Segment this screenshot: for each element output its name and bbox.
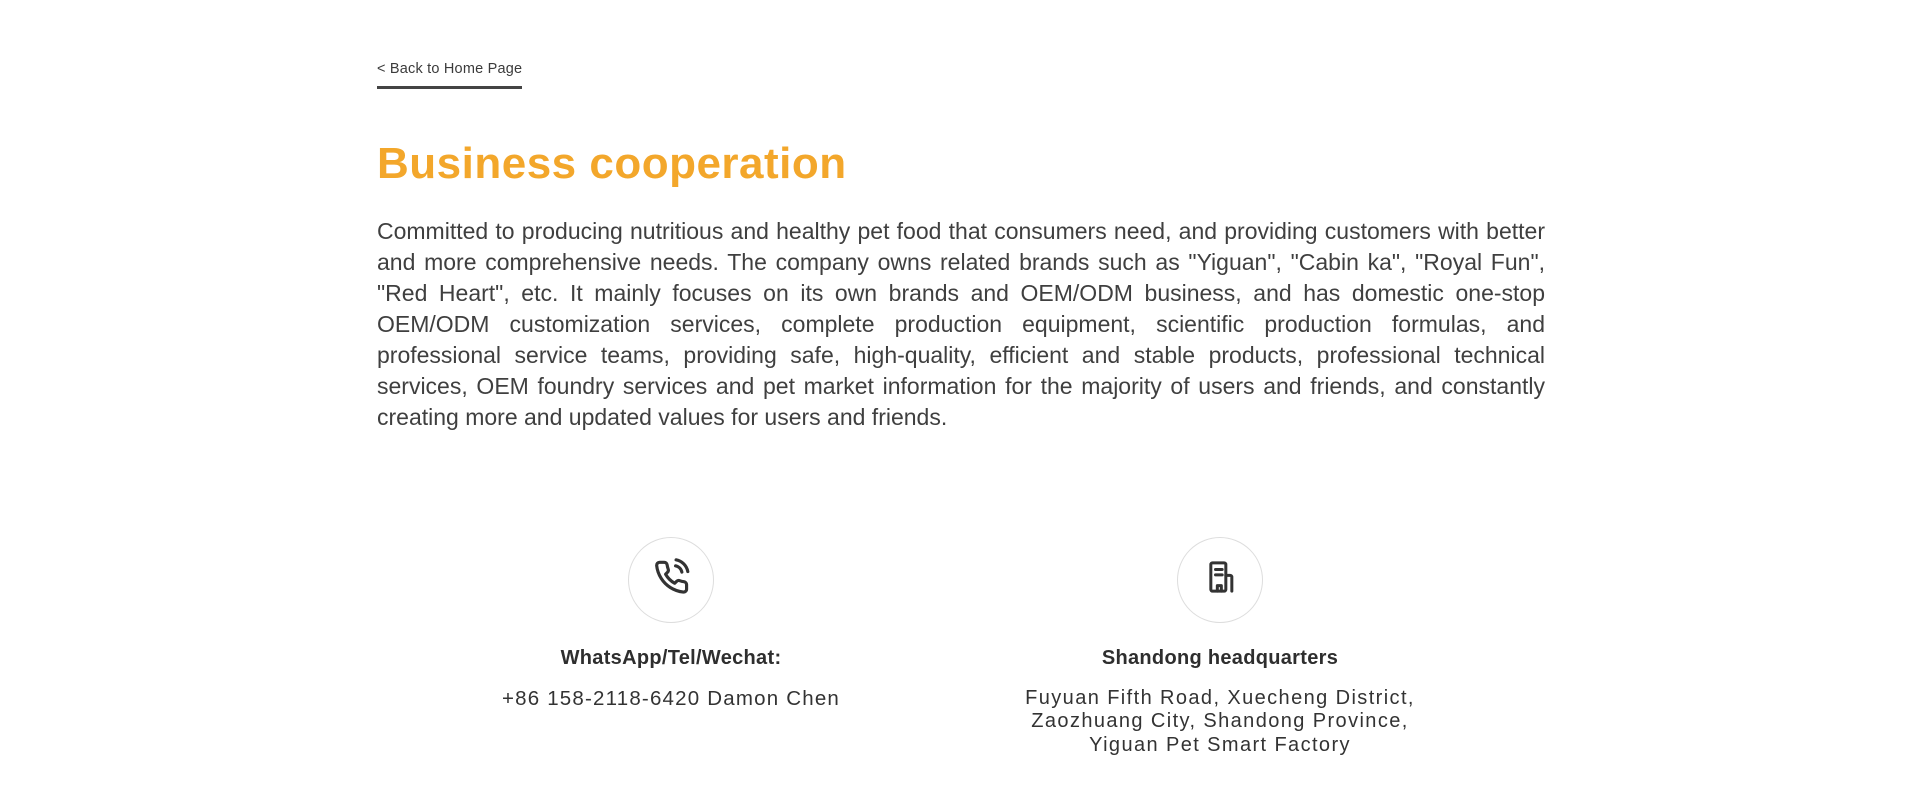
phone-icon xyxy=(650,556,692,603)
building-icon xyxy=(1200,557,1240,602)
building-icon-circle xyxy=(1177,537,1263,623)
contact-phone-column xyxy=(421,537,921,711)
headquarters-address xyxy=(970,687,1470,758)
phone-label: WhatsApp/Tel/Wechat: xyxy=(560,646,782,669)
main-content xyxy=(377,0,1545,757)
phone-number-value: +86 158-2118-6420 Damon Chen xyxy=(501,686,841,710)
company-intro-paragraph: Committed to producing nutritious and healthy pet food that consumers need, and providing customers with better and more comprehensive needs. The company owns related brands such as "Yiguan", "Cabin ka", "Royal Fun", "Red Heart", etc. It mainly focuses on its own brands and OEM/ODM business, and has domestic one-stop OEM/ODM customization services, complete production equipment, scientific production formulas, and professional service teams, providing safe, high-quality, efficient and stable products, professional technical services, OEM foundry services and pet market information for the majority of users and friends, and constantly creating more and updated values for users and friends. xyxy=(377,217,1545,430)
phone-icon-circle xyxy=(628,537,714,623)
address-line-3: Yiguan Pet Smart Factory xyxy=(1089,733,1351,756)
address-line-1: Fuyuan Fifth Road, Xuecheng District, xyxy=(1025,686,1415,709)
contact-headquarters-column xyxy=(970,537,1470,758)
address-line-2: Zaozhuang City, Shandong Province, xyxy=(1031,710,1409,733)
page-title: Business cooperation xyxy=(377,139,847,188)
headquarters-label: Shandong headquarters xyxy=(1101,646,1339,669)
contact-section xyxy=(377,537,1545,758)
back-to-home-link[interactable]: < Back to Home Page xyxy=(377,61,522,89)
